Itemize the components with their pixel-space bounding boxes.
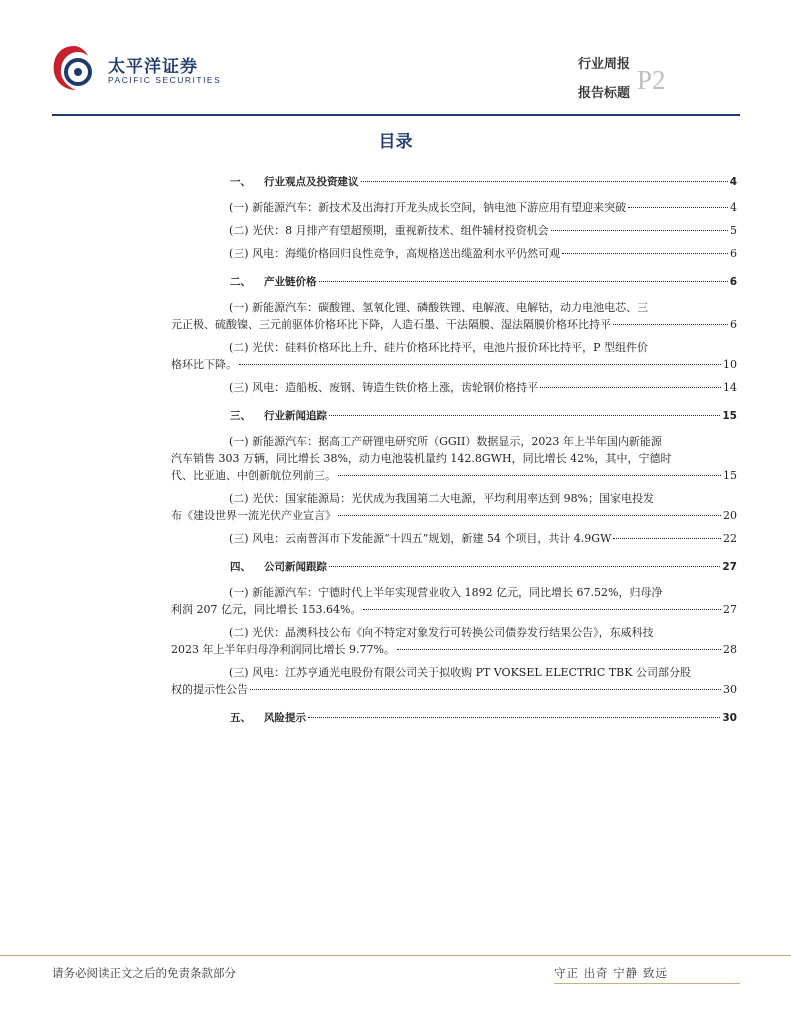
- toc-section-label: 行业观点及投资建议: [264, 176, 359, 188]
- toc-leader: [397, 649, 721, 650]
- toc-section[interactable]: [171, 174, 737, 191]
- toc-page-number: 30: [723, 683, 737, 696]
- toc-leader: [319, 281, 728, 282]
- footer-divider: [0, 955, 791, 956]
- toc-leader: [338, 475, 721, 476]
- toc-entry-text: (二) 光伏：国家能源局：光伏成为我国第二大电源，平均利用率达到 98%；国家电投发: [229, 492, 655, 505]
- toc-leader: [361, 181, 728, 182]
- toc-entry-text: (一) 新能源汽车：碳酸锂、氢氧化锂、磷酸铁锂、电解液、电解钴，动力电池电芯、三: [229, 301, 649, 314]
- toc-leader: [308, 717, 720, 718]
- toc-entry-text: 格环比下降。: [171, 358, 237, 371]
- toc-section-label: 产业链价格: [264, 276, 317, 288]
- toc-section[interactable]: [171, 710, 737, 727]
- toc-entry[interactable]: [171, 530, 737, 547]
- toc-page-number: 15: [722, 410, 737, 422]
- toc-entry-text: (三) 风电：云南普洱市下发能源“十四五”规划，新建 54 个项目，共计 4.9GW: [229, 532, 612, 545]
- toc-entry-text: (二) 光伏：8 月排产有望超预期，重视新技术、组件辅材投资机会: [229, 224, 549, 237]
- toc-section-number: 一、: [230, 176, 251, 188]
- toc-page-number: 28: [723, 643, 737, 656]
- toc-entry[interactable]: [171, 222, 737, 239]
- toc-leader: [329, 566, 720, 567]
- toc-leader: [613, 538, 721, 539]
- toc-entry-text: (一) 新能源汽车：宁德时代上半年实现营业收入 1892 亿元，同比增长 67.52%，归母净: [229, 586, 663, 599]
- toc-title: 目录: [378, 132, 413, 152]
- footer-motto: 守正 出奇 宁静 致远: [554, 966, 668, 980]
- toc-leader: [363, 609, 721, 610]
- toc-section-label: 行业新闻追踪: [264, 410, 327, 422]
- toc-entry-text: 布《建设世界一流光伏产业宣言》: [171, 509, 336, 522]
- toc-entry-text: 代、比亚迪、中创新航位列前三。: [171, 469, 336, 482]
- toc-entry[interactable]: [171, 490, 737, 524]
- toc-leader: [551, 230, 728, 231]
- toc-entry[interactable]: [171, 339, 737, 373]
- toc-entry-text: 利润 207 亿元，同比增长 153.64%。: [171, 603, 362, 616]
- brand-name-en: PACIFIC SECURITIES: [108, 75, 222, 85]
- toc-section-label: 公司新闻跟踪: [264, 561, 327, 573]
- toc-section-number: 二、: [230, 276, 251, 288]
- toc-leader: [562, 253, 728, 254]
- toc-entry[interactable]: [171, 624, 737, 658]
- toc-entry-text: 汽车销售 303 万辆，同比增长 38%，动力电池装机量约 142.8GWH，同比增长 42%，其中，宁德时: [171, 452, 672, 465]
- toc-page-number: 6: [729, 276, 737, 288]
- table-of-contents: [171, 174, 737, 735]
- report-type: 行业周报: [578, 57, 631, 72]
- toc-section-label: 风险提示: [264, 712, 306, 724]
- brand-name-cn: 太平洋证券: [108, 57, 198, 77]
- toc-leader: [613, 324, 728, 325]
- toc-entry[interactable]: [171, 299, 737, 333]
- toc-entry[interactable]: [171, 379, 737, 396]
- toc-entry-text: 权的提示性公告: [171, 683, 248, 696]
- toc-leader: [628, 207, 728, 208]
- toc-leader: [338, 515, 721, 516]
- footer-motto-underline: [554, 983, 740, 984]
- toc-page-number: 4: [730, 201, 737, 214]
- toc-page-number: 30: [722, 712, 737, 724]
- toc-entry-text: (二) 光伏：硅料价格环比上升、硅片价格环比持平，电池片报价环比持平，P 型组件价: [229, 341, 648, 354]
- toc-page-number: 15: [723, 469, 737, 482]
- footer-disclaimer: 请务必阅读正文之后的免责条款部分: [52, 966, 236, 980]
- toc-page-number: 14: [723, 381, 737, 394]
- toc-entry-text: (三) 风电：海缆价格回归良性竞争，高规格送出缆盈利水平仍然可观: [229, 247, 561, 260]
- report-title: 报告标题: [578, 86, 631, 101]
- toc-page-number: 4: [729, 176, 737, 188]
- toc-leader: [329, 415, 720, 416]
- toc-section[interactable]: [171, 274, 737, 291]
- toc-entry[interactable]: [171, 433, 737, 484]
- toc-leader: [540, 387, 721, 388]
- toc-leader: [239, 364, 721, 365]
- toc-page-number: 10: [723, 358, 737, 371]
- pacific-logo-icon: [48, 42, 100, 94]
- header-divider: [52, 114, 740, 116]
- toc-section-number: 五、: [230, 712, 251, 724]
- toc-entry[interactable]: [171, 245, 737, 262]
- toc-entry-text: (三) 风电：江苏亨通光电股份有限公司关于拟收购 PT VOKSEL ELECTRIC TBK 公司部分股: [229, 666, 691, 679]
- toc-page-number: 27: [723, 603, 737, 616]
- toc-section[interactable]: [171, 408, 737, 425]
- toc-entry[interactable]: [171, 664, 737, 698]
- toc-entry[interactable]: [171, 199, 737, 216]
- toc-entry[interactable]: [171, 584, 737, 618]
- toc-page-number: 27: [722, 561, 737, 573]
- toc-section-number: 四、: [230, 561, 251, 573]
- toc-entry-text: (一) 新能源汽车：新技术及出海打开龙头成长空间，钠电池下游应用有望迎来突破: [229, 201, 627, 214]
- page-label: P2: [637, 65, 666, 95]
- toc-entry-text: (三) 风电：造船板、废钢、铸造生铁价格上涨，齿轮钢价格持平: [229, 381, 539, 394]
- toc-section[interactable]: [171, 559, 737, 576]
- toc-entry-text: (二) 光伏：晶澳科技公布《向不特定对象发行可转换公司债券发行结果公告》，东威科技: [229, 626, 654, 639]
- toc-entry-text: (一) 新能源汽车：据高工产研锂电研究所（GGII）数据显示，2023 年上半年国内新能源: [229, 435, 662, 448]
- toc-page-number: 6: [730, 247, 737, 260]
- toc-page-number: 20: [723, 509, 737, 522]
- company-logo: [48, 42, 222, 94]
- toc-page-number: 22: [723, 532, 737, 545]
- toc-section-number: 三、: [230, 410, 251, 422]
- toc-entry-text: 2023 年上半年归母净利润同比增长 9.77%。: [171, 643, 395, 656]
- toc-leader: [250, 689, 721, 690]
- toc-page-number: 5: [730, 224, 737, 237]
- toc-page-number: 6: [730, 318, 737, 331]
- toc-entry-text: 元正极、硫酸镍、三元前驱体价格环比下降，人造石墨、干法隔膜、湿法隔膜价格环比持平: [171, 318, 611, 331]
